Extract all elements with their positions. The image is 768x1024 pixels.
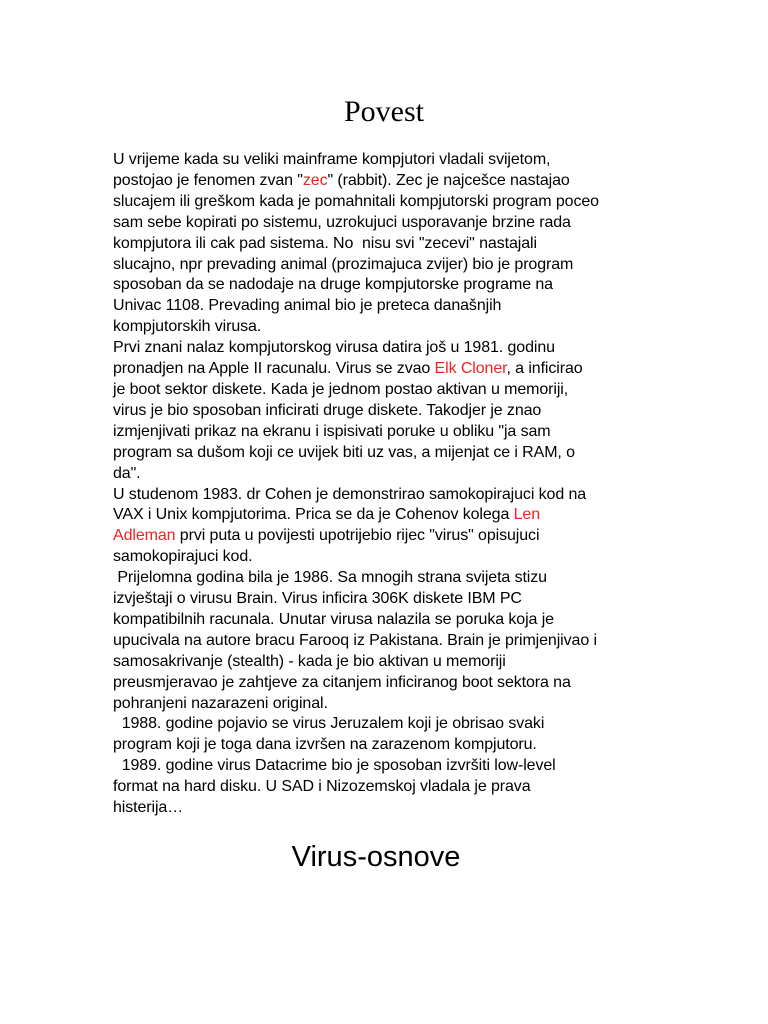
- paragraph-3-text-a: U studenom 1983. dr Cohen je demonstrirao samokopirajuci kod na VAX i Unix kompjutorima. Prica se da je Cohenov kolega: [113, 485, 587, 524]
- paragraph-4: Prijelomna godina bila je 1986. Sa mnogih strana svijeta stizu izvještaji o virusu Brain. Virus inficira 306K diskete IBM PC kompatibilnih racunala. Unutar virusa nalazila se poruka koja je upucivala na autore bracu Farooq iz Pakistana. Brain je primjenjivao i samosakrivanje (stealth) - kada je bio aktivan u memoriji preusmjeravao je zahtjeve za citanjem inficiranog boot sektora na pohranjeni nazarazeni original.: [113, 569, 597, 712]
- paragraph-1-text-a: U vrijeme kada su veliki mainframe kompjutori vladali svijetom, postojao je fenomen zvan ": [113, 151, 551, 189]
- paragraph-3-text-b: prvi puta u povijesti upotrijebio rijec "virus" opisujuci samokopirajuci kod.: [113, 527, 540, 566]
- highlight-elk-cloner: Elk Cloner: [434, 360, 507, 378]
- paragraph-5: 1988. godine pojavio se virus Jeruzalem koji je obrisao svaki program koji je toga dana izvršen na zarazenom kompjutoru.: [113, 715, 545, 754]
- paragraph-6: 1989. godine virus Datacrime bio je sposoban izvršiti low-level format na hard disku. U SAD i Nizozemskoj vladala je prava histerija…: [113, 757, 556, 817]
- page-title: Povest: [343, 95, 424, 128]
- article-body: [113, 150, 673, 819]
- paragraph-1-text-b: " (rabbit). Zec je najcešce nastajao slucajem ili greškom kada je pomahnitali kompjutorski program poceo sam sebe kopirati po sistemu, uzrokujuci usporavanje brzine rada kompjutora ili cak pad sistema. No nisu svi "zecevi" nastajali slucajno, npr prevading animal (prozimajuca zvijer) bio je program sposoban da se nadodaje na druge kompjutorske programe na Univac 1108. Prevading animal bio je preteca današnjih kompjutorskih virusa.: [113, 171, 599, 336]
- highlight-zec: zec: [302, 171, 328, 189]
- section-heading: Virus-osnove: [291, 841, 461, 873]
- paragraph-2-text-b: , a inficirao je boot sektor diskete. Kada je jednom postao aktivan u memoriji, virus je bio sposoban inficirati druge diskete. Takodjer je znao izmjenjivati prikaz na ekranu i ispisivati poruke u obliku "ja sam program sa dušom koji ce uvijek biti uz vas, a mijenjat ce i RAM, o da".: [113, 360, 583, 482]
- highlight-len-adleman: Len Adleman: [113, 506, 541, 545]
- paragraph-2-text-a: Prvi znani nalaz kompjutorskog virusa datira još u 1981. godinu pronadjen na Apple II racunalu. Virus se zvao: [113, 339, 555, 378]
